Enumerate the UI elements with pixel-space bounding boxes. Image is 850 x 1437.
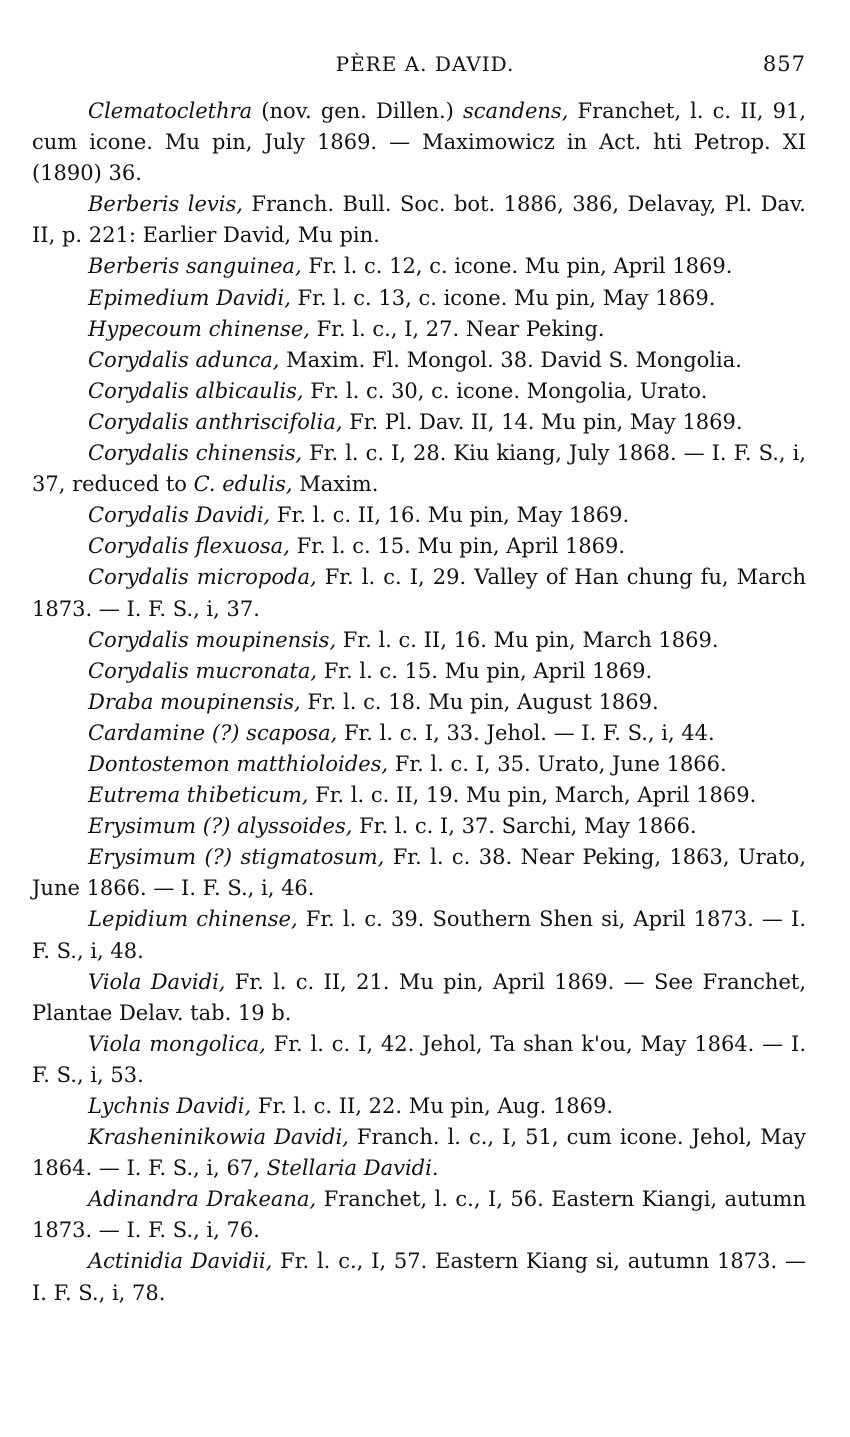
species-entry: [32, 718, 806, 749]
species-name: Berberis sanguinea,: [88, 254, 302, 279]
page-header: [0, 52, 850, 88]
species-entry: [32, 345, 806, 376]
species-entry: [32, 283, 806, 314]
species-name: Corydalis moupinensis,: [88, 627, 337, 652]
entry-text: Fr. l. c. II, 22. Mu pin, Aug. 1869.: [251, 1094, 614, 1118]
entry-text: Fr. l. c. I, 37. Sarchi, May 1866.: [352, 814, 697, 839]
species-entry: [32, 1184, 806, 1246]
species-name: Viola Davidi,: [88, 969, 226, 994]
species-name: Corydalis albicaulis,: [88, 378, 304, 403]
entry-text: Franchet, l. c., I, 56. Eastern Kiangi, autumn 1873. — I. F. S., i, 76.: [32, 1187, 806, 1243]
entry-text: Fr. l. c. 38. Near Peking, 1863, Urato, June 1866. — I. F. S., i, 46.: [32, 845, 806, 901]
species-name: Draba moupinensis,: [88, 689, 301, 714]
species-entry: [32, 1246, 806, 1308]
species-entry: [32, 749, 806, 780]
entry-text: (nov. gen. Dillen.): [252, 99, 463, 123]
species-entry: [32, 967, 806, 1029]
entry-text: Fr. l. c. 18. Mu pin, August 1869.: [300, 689, 659, 714]
entry-text: Fr. l. c. I, 42. Jehol, Ta shan k'ou, May 1864. — I. F. S., i, 53.: [32, 1031, 807, 1087]
species-entry: [32, 811, 806, 842]
species-name: Corydalis mucronata,: [88, 658, 318, 683]
species-name: Hypecoum chinense,: [88, 316, 310, 341]
entry-text: Fr. l. c. II, 16. Mu pin, March 1869.: [336, 627, 719, 652]
entry-text: Franch. l. c., I, 51, cum icone. Jehol, May 1864. — I. F. S., i, 67,: [32, 1125, 806, 1181]
entry-text: Fr. l. c. 12, c. icone. Mu pin, April 1869.: [301, 254, 733, 279]
entry-text: Fr. l. c., I, 57. Eastern Kiang si, autumn 1873. — I. F. S., i, 78.: [32, 1249, 806, 1305]
entry-text: Fr. l. c. 15. Mu pin, April 1869.: [317, 658, 653, 683]
species-entry: [32, 1122, 806, 1184]
species-name: Berberis levis,: [88, 192, 243, 217]
species-list: [32, 96, 806, 1309]
entry-text: Fr. l. c., I, 27. Near Peking.: [309, 316, 605, 341]
species-name: Krasheninikowia Davidi,: [88, 1125, 349, 1150]
species-name: Actinidia Davidii,: [88, 1249, 273, 1274]
species-name: Corydalis chinensis,: [88, 441, 303, 466]
entry-text: Fr. l. c. I, 33. Jehol. — I. F. S., i, 44.: [337, 720, 715, 745]
entry-text: Fr. Pl. Dav. II, 14. Mu pin, May 1869.: [342, 409, 743, 434]
species-entry: [32, 438, 806, 500]
species-name: Viola mongolica,: [88, 1031, 266, 1056]
species-name: Corydalis micropoda,: [88, 565, 317, 590]
species-name: Dontostemon matthioloides,: [88, 751, 389, 776]
species-name: Epimedium Davidi,: [88, 285, 291, 310]
species-name: Corydalis anthriscifolia,: [88, 409, 343, 434]
species-name: Cardamine (?) scaposa,: [88, 720, 338, 745]
species-entry: [32, 625, 806, 656]
species-name: Corydalis flexuosa,: [88, 534, 290, 559]
species-entry: [32, 314, 806, 345]
species-entry: [32, 531, 806, 562]
entry-text: Fr. l. c. 15. Mu pin, April 1869.: [289, 534, 626, 559]
species-name: Adinandra Drakeana,: [88, 1187, 317, 1212]
entry-text: Fr. l. c. I, 35. Urato, June 1866.: [388, 751, 727, 776]
species-entry: [32, 251, 806, 282]
entry-text: Fr. l. c. 39. Southern Shen si, April 1873. — I. F. S., i, 48.: [32, 907, 806, 963]
species-name: Lychnis Davidi,: [88, 1094, 252, 1118]
entry-text: Maxim. Fl. Mongol. 38. David S. Mongolia.: [279, 347, 742, 372]
entry-text: Fr. l. c. 13, c. icone. Mu pin, May 1869.: [290, 285, 716, 310]
entry-text: Franchet, l. c. II, 91, cum icone. Mu pin, July 1869. — Maximowicz in Act. hti Petrop. XI (1890) 36.: [32, 99, 806, 186]
species-entry: [32, 780, 806, 811]
page-number: 857: [762, 52, 806, 76]
species-entry: [32, 687, 806, 718]
entry-text: Fr. l. c. I, 29. Valley of Han chung fu, March 1873. — I. F. S., i, 37.: [32, 565, 806, 621]
entry-text: Maxim.: [292, 472, 379, 497]
entry-text: Fr. l. c. I, 28. Kiu kiang, July 1868. — I. F. S., i, 37, reduced to: [32, 441, 806, 497]
entry-text: Fr. l. c. 30, c. icone. Mongolia, Urato.: [303, 378, 708, 403]
species-entry: [32, 562, 806, 624]
species-name: Stellaria Davidi.: [266, 1156, 439, 1181]
entry-text: Fr. l. c. II, 21. Mu pin, April 1869. — See Franchet, Plantae Delav. tab. 19 b.: [32, 969, 806, 1025]
entry-text: Fr. l. c. II, 16. Mu pin, May 1869.: [270, 503, 630, 528]
species-name: Erysimum (?) stigmatosum,: [88, 845, 385, 870]
species-entry: [32, 1029, 806, 1091]
species-entry: [32, 842, 806, 904]
species-name: Clematoclethra: [88, 99, 253, 123]
species-name: Eutrema thibeticum,: [88, 783, 309, 808]
species-name: Erysimum (?) alyssoides,: [88, 814, 353, 839]
species-entry: [32, 500, 806, 531]
species-name: C. edulis,: [193, 472, 293, 497]
species-entry: [32, 656, 806, 687]
entry-text: Franch. Bull. Soc. bot. 1886, 386, Delavay, Pl. Dav. II, p. 221: Earlier David, Mu pin.: [32, 192, 806, 248]
entry-text: Fr. l. c. II, 19. Mu pin, March, April 1869.: [308, 783, 757, 808]
species-name: scandens,: [462, 99, 569, 123]
species-entry: [32, 96, 806, 189]
running-title: PÈRE A. DAVID.: [335, 52, 515, 76]
species-entry: [32, 189, 806, 251]
species-name: Corydalis Davidi,: [88, 503, 271, 528]
species-name: Lepidium chinense,: [88, 907, 298, 932]
species-name: Corydalis adunca,: [88, 347, 280, 372]
species-entry: [32, 904, 806, 966]
species-entry: [32, 407, 806, 438]
species-entry: [32, 376, 806, 407]
species-entry: [32, 1091, 806, 1122]
